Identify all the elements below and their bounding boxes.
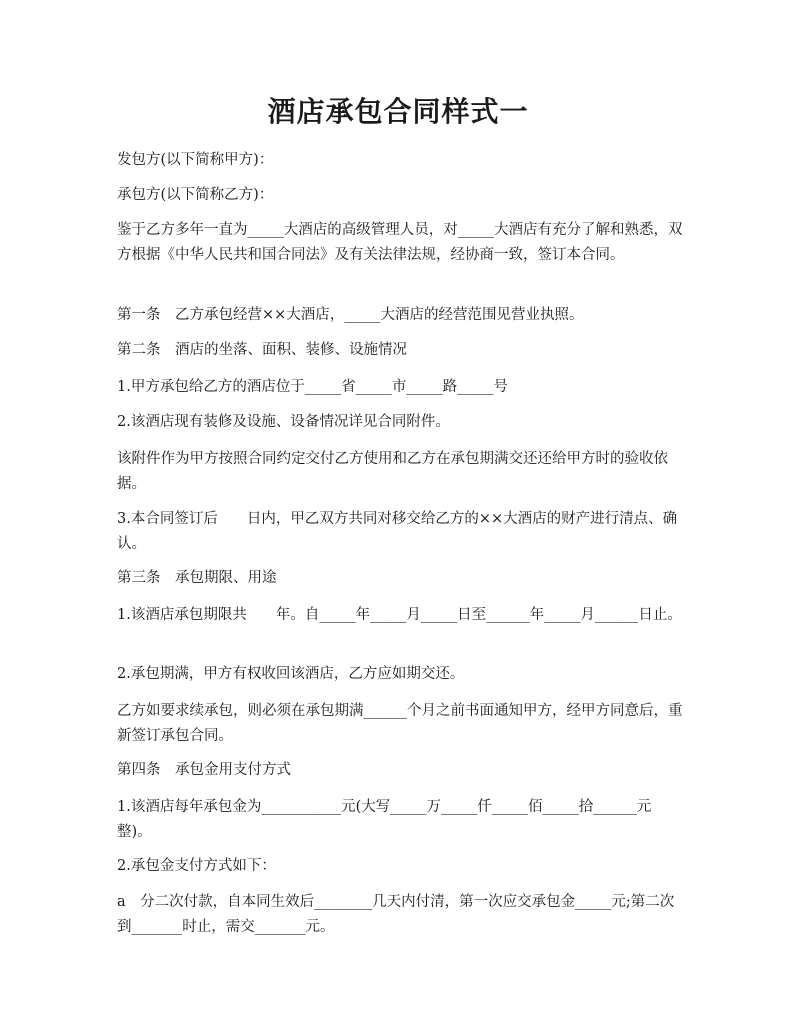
- document-title: 酒店承包合同样式一: [267, 95, 529, 128]
- paragraph-article-2-item-2: 2.该酒店现有装修及设施、设备情况详见合同附件。: [117, 414, 450, 430]
- paragraph-article-2-heading: 第二条 酒店的坐落、面积、装修、设施情况: [117, 342, 407, 358]
- paragraph-article-3-item-1: 1.该酒店承包期限共 年。自_____年_____月_____日至______年_____月______日止。: [117, 607, 682, 623]
- paragraph-article-4-heading: 第四条 承包金用支付方式: [117, 762, 291, 778]
- paragraph-attachment-note: 该附件作为甲方按照合同约定交付乙方使用和乙方在承包期满交还还给甲方时的验收依据。: [117, 451, 668, 492]
- paragraph-article-3-item-2: 2.承包期满，甲方有权收回该酒店，乙方应如期交还。: [117, 666, 465, 682]
- paragraph-article-4-item-2: 2.承包金支付方式如下：: [117, 858, 276, 874]
- paragraph-renewal-note: 乙方如要求续承包，则必须在承包期满______个月之前书面通知甲方，经甲方同意后，重新签订承包合同。: [117, 703, 683, 744]
- paragraph-issuer: 发包方(以下简称甲方)：: [117, 152, 274, 168]
- paragraph-contractor: 承包方(以下简称乙方)：: [117, 187, 274, 203]
- paragraph-preamble: 鉴于乙方多年一直为_____大酒店的高级管理人员，对_____大酒店有充分了解和熟悉，双方根据《中华人民共和国合同法》及有关法律法规，经协商一致，签订本合同。: [117, 222, 683, 263]
- paragraph-article-3-heading: 第三条 承包期限、用途: [117, 570, 277, 586]
- paragraph-article-4-item-1: 1.该酒店每年承包金为___________元(大写_____万_____仟_____佰_____拾______元整)。: [117, 799, 652, 840]
- paragraph-article-2-item-1: 1.甲方承包给乙方的酒店位于_____省_____市_____路_____号: [117, 379, 508, 395]
- paragraph-payment-option-a: a 分二次付款，自本同生效后________几天内付清，第一次应交承包金_____元;第二次到_______时止，需交_______元。: [117, 894, 675, 935]
- paragraph-article-2-item-3: 3.本合同签订后 日内，甲乙双方共同对移交给乙方的××大酒店的财产进行清点、确认。: [117, 511, 678, 552]
- paragraph-article-1: 第一条 乙方承包经营××大酒店，_____大酒店的经营范围见营业执照。: [117, 307, 584, 323]
